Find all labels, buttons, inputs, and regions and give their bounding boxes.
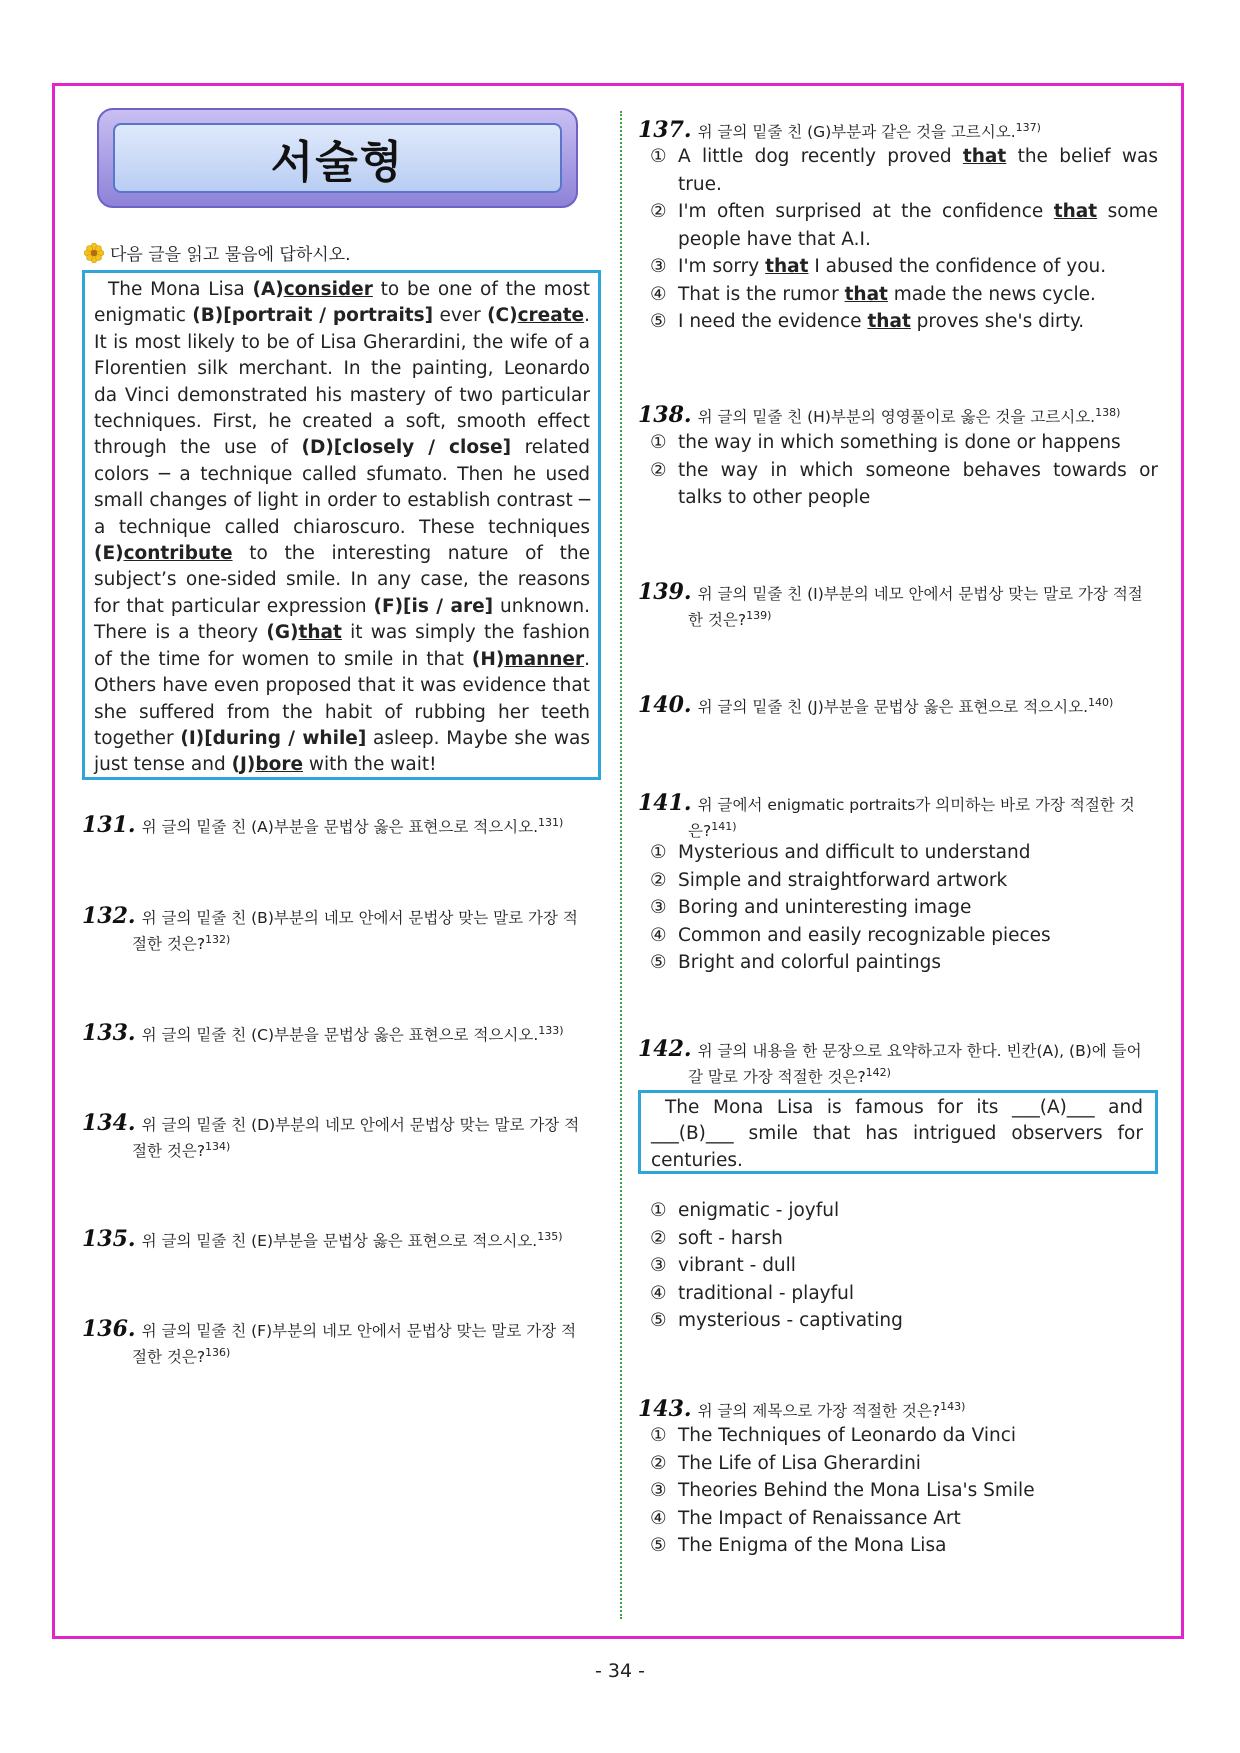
q142-option-1[interactable]: ① enigmatic - joyful: [650, 1200, 840, 1221]
q137-option-3[interactable]: ③ I'm sorry that I abused the confidence of you.: [650, 256, 1107, 277]
q142-options: [650, 1197, 1158, 1335]
section-title-inner: [113, 123, 562, 193]
page-number: - 34 -: [595, 1660, 645, 1682]
q141-option-5[interactable]: ⑤ Bright and colorful paintings: [650, 952, 941, 973]
q142-option-5[interactable]: ⑤ mysterious - captivating: [650, 1310, 903, 1331]
passage-text: The Mona Lisa (A)consider to be one of the most enigmatic (B)[portrait / portraits] ever (C)create. It is most likely to be of Lisa Gherardini, the wife of a Florentien silk merchant. In the painting, Leonardo da Vinci demonstrated his mastery of two particular techniques. First, he created a soft, smooth effect through the use of (D)[closely / close] related colors ─ a technique called sfumato. Then he used small changes of light in order to establish contrast ─ a technique called chiaroscuro. These techniques (E)contribute to the interesting nature of the subject’s one-sided smile. In any case, the reasons for that particular expression (F)[is / are] unknown. There is a theory (G)that it was simply the fashion of the time for women to smile in that (H)manner. Others have even proposed that it was evidence that she suffered from the habit of rubbing her teeth together (I)[during / while] asleep. Maybe she was just tense and (J)bore with the wait!: [94, 279, 591, 776]
question-135: 135. 위 글의 밑줄 친 (E)부분을 문법상 옳은 표현으로 적으시오.$^{135)}$: [82, 1226, 563, 1253]
q142-option-2[interactable]: ② soft - harsh: [650, 1227, 783, 1249]
q143-option-2[interactable]: ② The Life of Lisa Gherardini: [650, 1452, 921, 1474]
question-140: 140. 위 글의 밑줄 친 (J)부분을 문법상 옳은 표현으로 적으시오.$^{140)}$: [638, 692, 1114, 719]
q142-option-4[interactable]: ④ traditional - playful: [650, 1282, 854, 1304]
q137-option-4[interactable]: ④ That is the rumor that made the news cycle.: [650, 283, 1096, 305]
q137-option-1[interactable]: ① A little dog recently proved that the belief was true.: [650, 146, 1158, 195]
q138-option-2[interactable]: ② the way in which someone behaves towards or talks to other people: [650, 459, 1158, 508]
question-136: 136. 위 글의 밑줄 친 (F)부분의 네모 안에서 문법상 맞는 말로 가장 적 절한 것은?$^{136)}$: [82, 1316, 577, 1367]
question-139: 139. 위 글의 밑줄 친 (I)부분의 네모 안에서 문법상 맞는 말로 가장 적절 한 것은?$^{139)}$: [638, 579, 1143, 630]
q141-option-2[interactable]: ② Simple and straightforward artwork: [650, 869, 1008, 891]
q143-options: [650, 1422, 1158, 1560]
q141-options: [650, 839, 1158, 977]
question-137: 137. 위 글의 밑줄 친 (G)부분과 같은 것을 고르시오.$^{137)}$: [638, 117, 1041, 144]
summary-text: The Mona Lisa is famous for its ___(A)___ and ___(B)___ smile that has intrigued observers for centuries.: [651, 1097, 1143, 1171]
question-143: 143. 위 글의 제목으로 가장 적절한 것은?$^{143)}$: [638, 1396, 966, 1423]
question-132: 132. 위 글의 밑줄 친 (B)부분의 네모 안에서 문법상 맞는 말로 가장 적 절한 것은?$^{132)}$: [82, 903, 578, 954]
q137-option-5[interactable]: ⑤ I need the evidence that proves she's dirty.: [650, 311, 1085, 332]
reading-passage: [82, 270, 601, 780]
q142-option-3[interactable]: ③ vibrant - dull: [650, 1255, 796, 1276]
flower-icon: [84, 243, 104, 263]
q143-option-3[interactable]: ③ Theories Behind the Mona Lisa's Smile: [650, 1480, 1035, 1501]
question-133: 133. 위 글의 밑줄 친 (C)부분을 문법상 옳은 표현으로 적으시오.$^{133)}$: [82, 1020, 564, 1047]
q141-option-4[interactable]: ④ Common and easily recognizable pieces: [650, 924, 1051, 946]
q137-options: [650, 143, 1158, 336]
section-title: 서술형: [270, 137, 405, 188]
section-title-banner: [97, 108, 578, 208]
question-138: 138. 위 글의 밑줄 친 (H)부분의 영영풀이로 옳은 것을 고르시오.$^{138)}$: [638, 402, 1121, 429]
q138-option-1[interactable]: ① the way in which something is done or happens: [650, 432, 1121, 453]
q138-options: [650, 429, 1158, 512]
q141-option-1[interactable]: ① Mysterious and difficult to understand: [650, 842, 1031, 863]
summary-box: [638, 1090, 1158, 1174]
q143-option-5[interactable]: ⑤ The Enigma of the Mona Lisa: [650, 1535, 947, 1556]
q143-option-1[interactable]: ① The Techniques of Leonardo da Vinci: [650, 1425, 1017, 1446]
column-divider: [620, 111, 622, 1619]
question-134: 134. 위 글의 밑줄 친 (D)부분의 네모 안에서 문법상 맞는 말로 가장 적 절한 것은?$^{134)}$: [82, 1110, 580, 1161]
question-142: 142. 위 글의 내용을 한 문장으로 요약하고자 한다. 빈칸(A), (B)에 들어 갈 말로 가장 적절한 것은?$^{142)}$: [638, 1036, 1142, 1087]
instruction: [84, 240, 351, 265]
question-131: 131. 위 글의 밑줄 친 (A)부분을 문법상 옳은 표현으로 적으시오.$^{131)}$: [82, 812, 564, 839]
instruction-text: 다음 글을 읽고 물음에 답하시오.: [110, 245, 351, 265]
q137-option-2[interactable]: ② I'm often surprised at the confidence that some people have that A.I.: [650, 201, 1158, 250]
q143-option-4[interactable]: ④ The Impact of Renaissance Art: [650, 1507, 961, 1529]
question-141: 141. 위 글에서 enigmatic portraits가 의미하는 바로 가장 적절한 것 은?$^{141)}$: [638, 790, 1135, 841]
q141-option-3[interactable]: ③ Boring and uninteresting image: [650, 897, 972, 918]
